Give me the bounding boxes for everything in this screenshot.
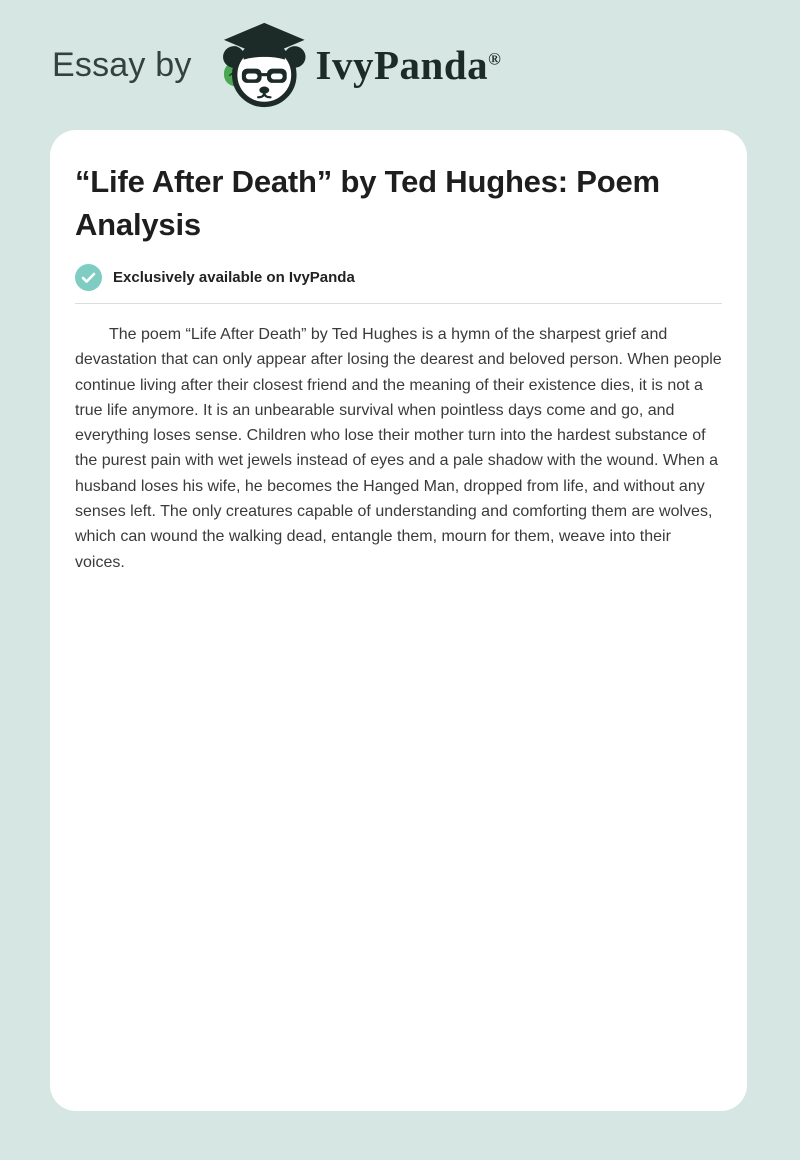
check-icon xyxy=(75,264,102,291)
page-header xyxy=(0,0,800,130)
registered-trademark-symbol: ® xyxy=(488,49,502,69)
essay-paragraph: The poem “Life After Death” by Ted Hughes is a hymn of the sharpest grief and devastation that can only appear after losing the dearest and beloved person. When people continue living after their closest friend and the meaning of their existence dies, it is not a true life anymore. It is an unbearable survival when pointless days come and go, and everything loses sense. Children who lose their mother turn into the hardest substance of the purest pain with wet jewels instead of eyes and a pale shadow with the wound. When a husband loses his wife, he becomes the Hanged Man, dropped from life, and without any senses left. The only creatures capable of understanding and comforting them are wolves, which can wound the walking dead, entangle them, mourn for them, weave into their voices. xyxy=(75,326,722,571)
panda-graduate-logo-icon xyxy=(206,19,310,111)
divider xyxy=(75,303,722,304)
brand-name: IvyPanda xyxy=(315,42,489,88)
essay-card xyxy=(50,130,747,1111)
availability-label: Exclusively available on IvyPanda xyxy=(113,269,355,286)
page-title: “Life After Death” by Ted Hughes: Poem Analysis xyxy=(75,164,660,242)
brand-wordmark xyxy=(316,41,502,89)
essay-by-label: Essay by xyxy=(52,45,192,84)
availability-badge xyxy=(75,264,722,291)
